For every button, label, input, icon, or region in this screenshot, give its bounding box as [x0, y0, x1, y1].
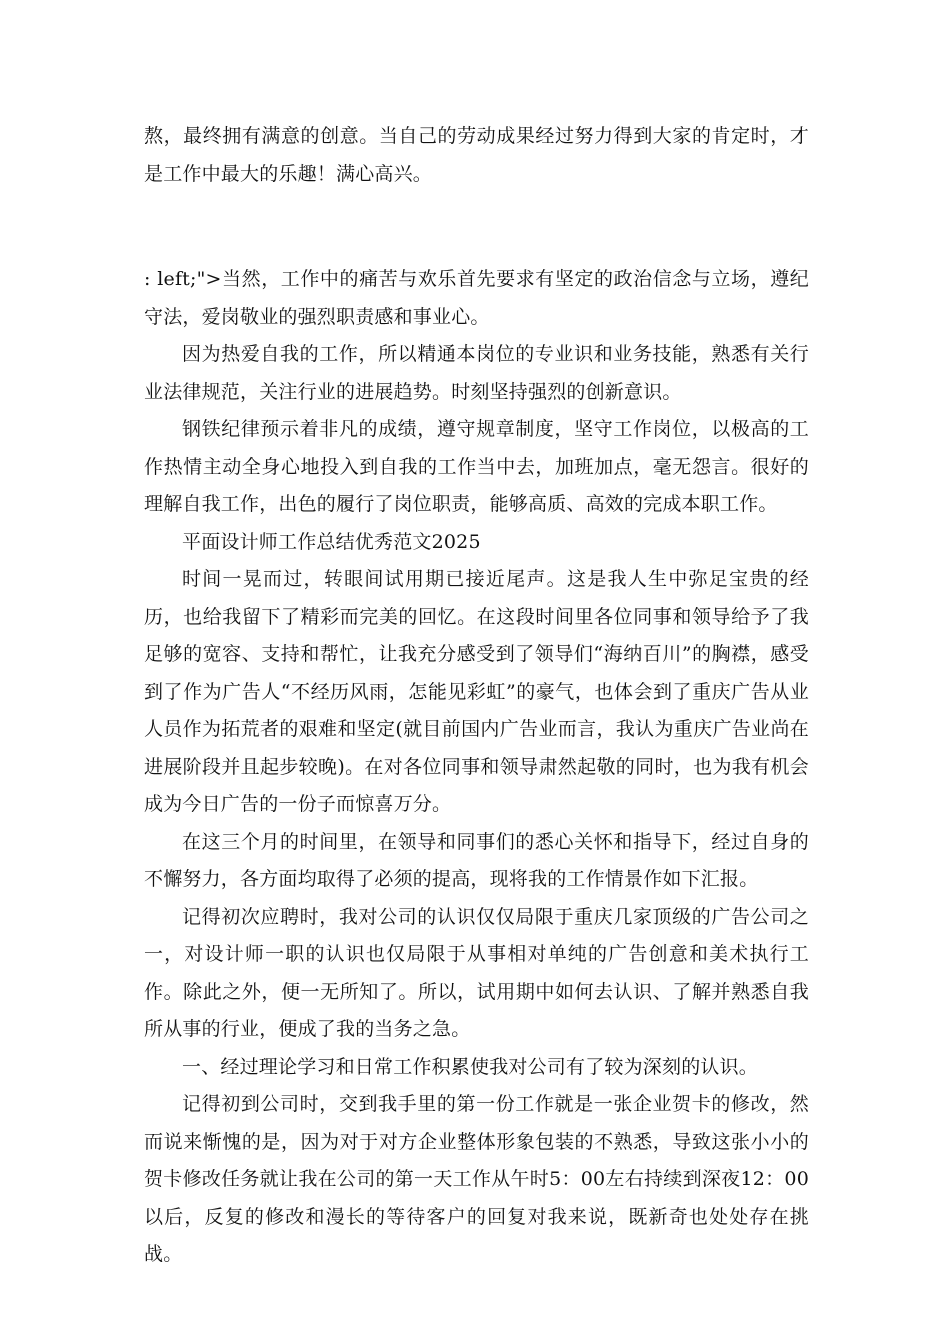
section-heading: 平面设计师工作总结优秀范文2025 [182, 530, 481, 553]
paragraph-6: 记得初次应聘时，我对公司的认识仅仅局限于重庆几家顶级的广告公司之一，对设计师一职的认识也仅局限于从事相对单纯的广告创意和美术执行工作。除此之外，便一无所知了。所以，试用期中如何去认识、了解并熟悉自我所从事的行业，便成了我的当务之急。 [144, 905, 809, 1040]
paragraph-1: : left;">当然，工作中的痛苦与欢乐首先要求有坚定的政治信念与立场，遵纪守法，爱岗敬业的强烈职责感和事业心。 [144, 268, 809, 328]
paragraph-continued: 熬，最终拥有满意的创意。当自己的劳动成果经过努力得到大家的肯定时，才是工作中最大的乐趣！满心高兴。 [144, 125, 809, 185]
paragraph-4: 时间一晃而过，转眼间试用期已接近尾声。这是我人生中弥足宝贵的经历，也给我留下了精彩而完美的回忆。在这段时间里各位同事和领导给予了我足够的宽容、支持和帮忙，让我充分感受到了领导们“海纳百川”的胸襟，感受到了作为广告人“不经历风雨，怎能见彩虹”的豪气，也体会到了重庆广告从业人员作为拓荒者的艰难和坚定(就目前国内广告业而言，我认为重庆广告业尚在进展阶段并且起步较晚)。在对各位同事和领导肃然起敬的同时，也为我有机会成为今日广告的一份子而惊喜万分。 [144, 568, 809, 815]
paragraph-3: 钢铁纪律预示着非凡的成绩，遵守规章制度，坚守工作岗位，以极高的工作热情主动全身心地投入到自我的工作当中去，加班加点，毫无怨言。很好的理解自我工作，出色的履行了岗位职责，能够高质、高效的完成本职工作。 [144, 418, 809, 515]
main-text-block [144, 261, 809, 1274]
paragraph-2: 因为热爱自我的工作，所以精通本岗位的专业识和业务技能，熟悉有关行业法律规范，关注行业的进展趋势。时刻坚持强烈的创新意识。 [144, 343, 809, 403]
subheading-1: 一、经过理论学习和日常工作积累使我对公司有了较为深刻的认识。 [182, 1055, 759, 1078]
paragraph-5: 在这三个月的时间里，在领导和同事们的悉心关怀和指导下，经过自身的不懈努力，各方面均取得了必须的提高，现将我的工作情景作如下汇报。 [144, 830, 809, 890]
top-text-block [144, 118, 809, 193]
paragraph-7: 记得初到公司时，交到我手里的第一份工作就是一张企业贺卡的修改，然而说来惭愧的是，因为对于对方企业整体形象包装的不熟悉，导致这张小小的贺卡修改任务就让我在公司的第一天工作从午时5：00左右持续到深夜12：00以后，反复的修改和漫长的等待客户的回复对我来说，既新奇也处处存在挑战。 [144, 1093, 809, 1265]
